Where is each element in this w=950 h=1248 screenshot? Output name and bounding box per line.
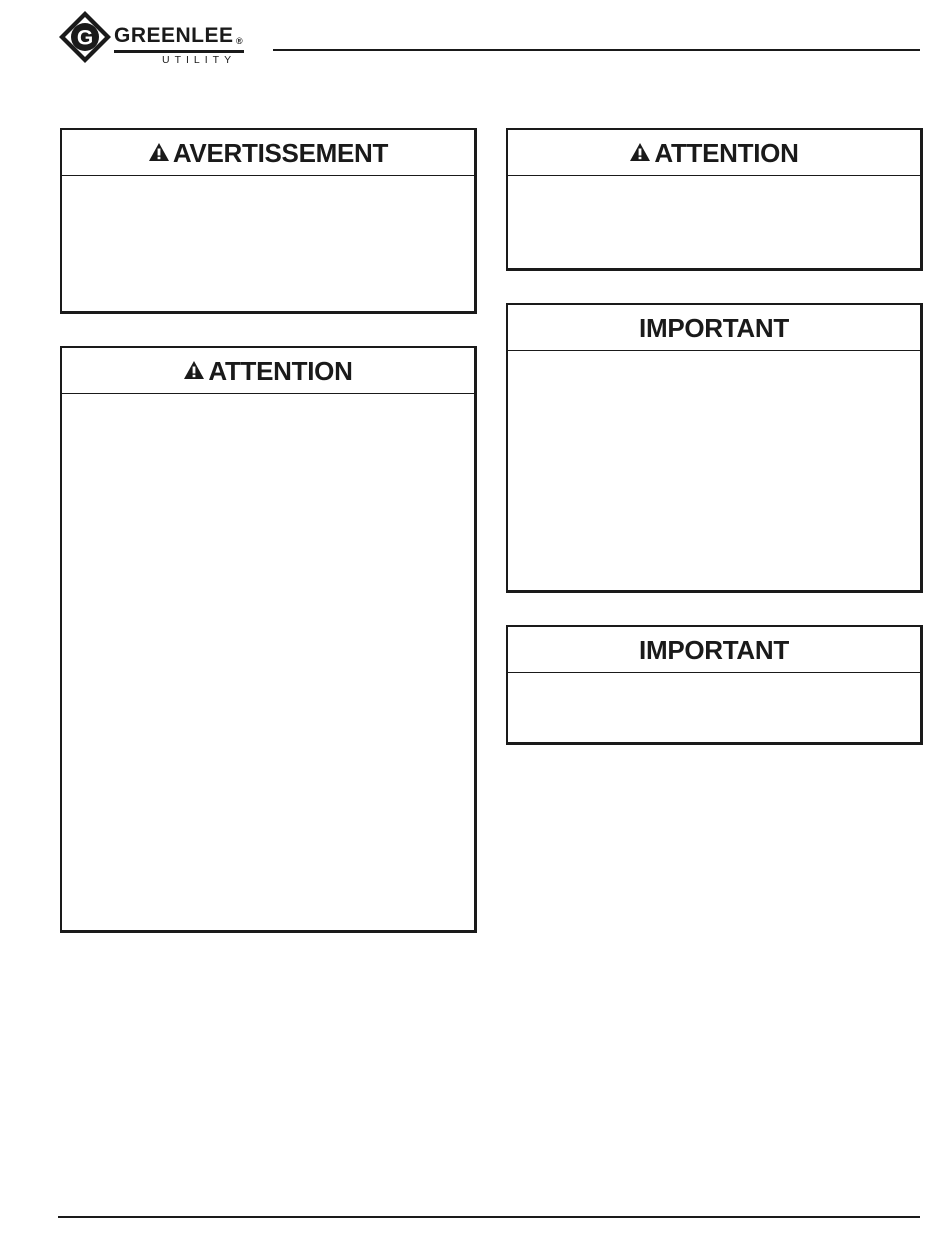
greenlee-logo: [58, 10, 248, 66]
avertissement-title: AVERTISSEMENT: [172, 137, 389, 168]
registered-mark: ®: [236, 36, 243, 46]
important-2-header: [508, 627, 920, 673]
brand-name: GREENLEE: [114, 24, 234, 47]
attention-right-header: [508, 130, 920, 176]
warning-triangle-icon: [629, 142, 651, 162]
logo-letter: G: [76, 26, 94, 50]
attention-right-title: ATTENTION: [654, 137, 799, 168]
important-1-title: IMPORTANT: [639, 312, 789, 343]
avertissement-header: [62, 130, 474, 176]
important-box-2: [506, 625, 923, 745]
brand-subtitle: UTILITY: [162, 54, 237, 66]
important-1-header: [508, 305, 920, 351]
warning-triangle-icon: [148, 142, 170, 162]
attention-box-left: [60, 346, 477, 933]
attention-left-header: [62, 348, 474, 394]
attention-box-right: [506, 128, 923, 271]
important-2-title: IMPORTANT: [639, 634, 789, 665]
attention-left-title: ATTENTION: [208, 355, 353, 386]
header-rule: [273, 49, 920, 51]
warning-triangle-icon: [183, 360, 205, 380]
brand-underline: [114, 50, 244, 53]
important-box-1: [506, 303, 923, 593]
greenlee-diamond-icon: [58, 10, 112, 64]
avertissement-box: [60, 128, 477, 314]
footer-rule: [58, 1216, 920, 1218]
